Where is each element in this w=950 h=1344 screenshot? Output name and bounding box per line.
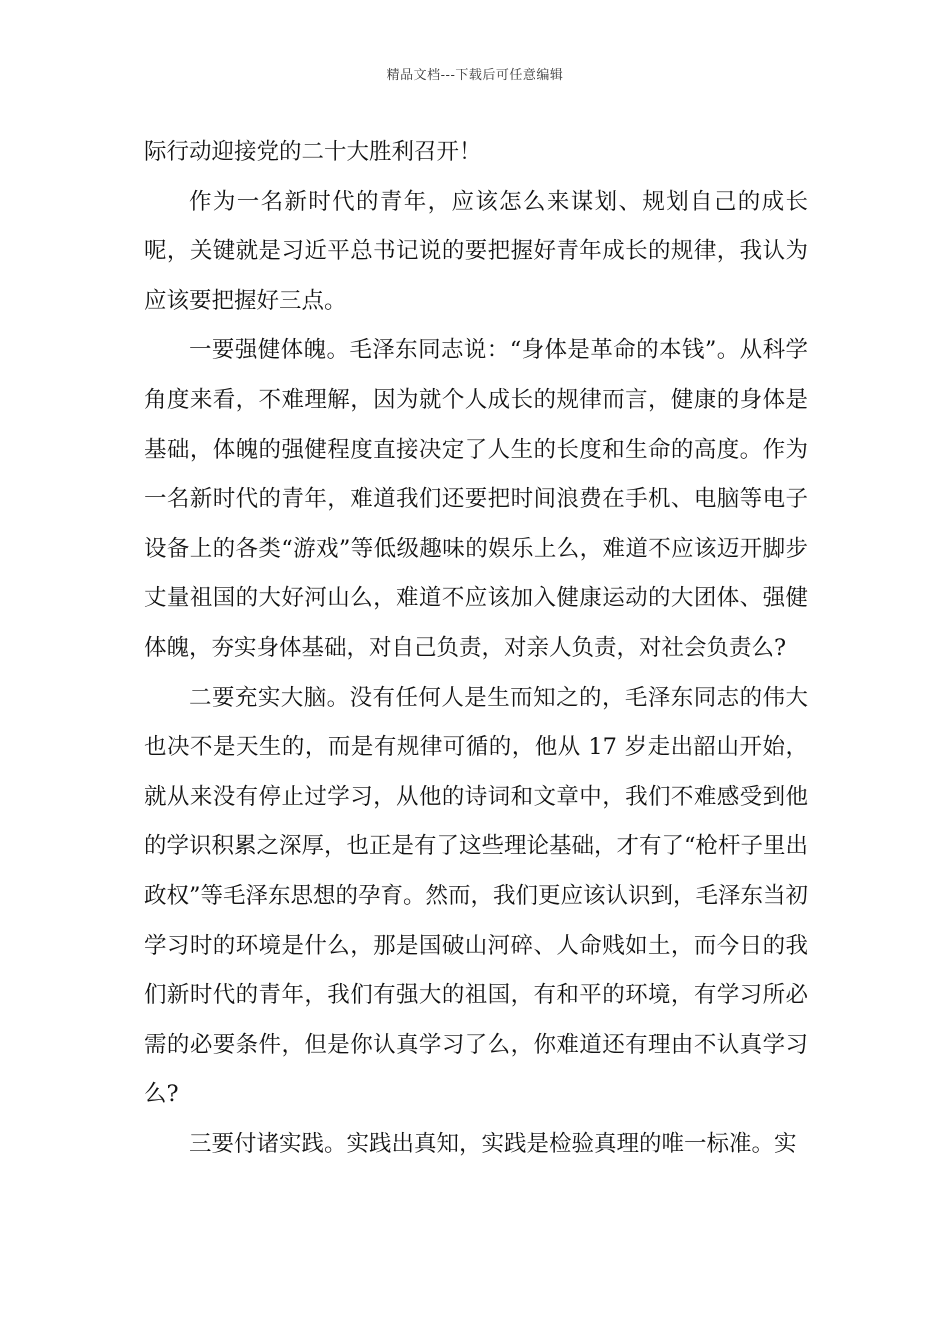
page-header: 精品文档---下载后可任意编辑 bbox=[386, 68, 564, 83]
document-body bbox=[144, 128, 808, 1169]
paragraph: 一要强健体魄。毛泽东同志说：“身体是革命的本钱”。从科学角度来看，不难理解，因为就个人成长的规律而言，健康的身体是基础，体魄的强健程度直接决定了人生的长度和生命的高度。作为一名新时代的青年，难道我们还要把时间浪费在手机、电脑等电子设备上的各类“游戏”等低级趣味的娱乐上么，难道不应该迈开脚步丈量祖国的大好河山么，难道不应该加入健康运动的大团体、强健体魄，夯实身体基础，对自己负责，对亲人负责，对社会负责么? bbox=[144, 337, 808, 661]
paragraph: 际行动迎接党的二十大胜利召开！ bbox=[144, 139, 482, 165]
paragraph: 二要充实大脑。没有任何人是生而知之的，毛泽东同志的伟大也决不是天生的，而是有规律可循的，他从 17 岁走出韶山开始，就从来没有停止过学习，从他的诗词和文章中，我们不难感受到他的学识积累之深厚，也正是有了这些理论基础，才有了“枪杆子里出政权”等毛泽东思想的孕育。然而，我们更应该认识到，毛泽东当初学习时的环境是什么，那是国破山河碎、人命贱如土，而今日的我们新时代的青年，我们有强大的祖国，有和平的环境，有学习所必需的必要条件，但是你认真学习了么，你难道还有理由不认真学习么? bbox=[144, 684, 809, 1108]
paragraph: 三要付诸实践。实践出真知，实践是检验真理的唯一标准。实 bbox=[189, 1130, 797, 1157]
paragraph: 作为一名新时代的青年，应该怎么来谋划、规划自己的成长呢，关键就是习近平总书记说的要把握好青年成长的规律，我认为应该要把握好三点。 bbox=[144, 188, 808, 314]
